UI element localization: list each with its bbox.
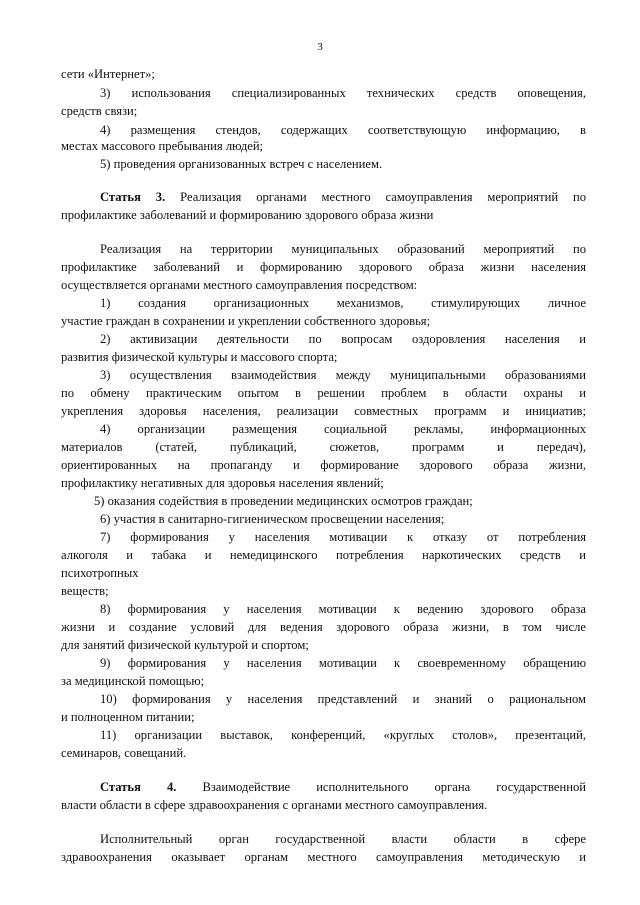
article-4-label: Статья 4. <box>100 780 177 794</box>
text-line: власти области в сфере здравоохранения с органами местного самоуправления. <box>61 798 488 812</box>
text-line: 3) использования специализированных технических средств оповещения, <box>100 86 586 100</box>
text-line: для занятий физической культурой и спортом; <box>61 638 309 652</box>
text-line: 8) формирования у населения мотивации к ведению здорового образа <box>100 602 586 616</box>
text-line: 11) организации выставок, конференций, «круглых столов», презентаций, <box>100 728 586 742</box>
text-line: развития физической культуры и массового спорта; <box>61 350 338 364</box>
text-line: профилактике заболеваний и формированию здорового образа жизни <box>61 208 434 222</box>
text-line: 2) активизации деятельности по вопросам оздоровления населения и <box>100 332 586 346</box>
text-line: участие граждан в сохранении и укреплении собственного здоровья; <box>61 314 431 328</box>
text-line: 9) формирования у населения мотивации к своевременному обращению <box>100 656 586 670</box>
article-3-heading <box>100 190 586 206</box>
text-line: средств связи; <box>61 104 138 118</box>
text-line: профилактику негативных для здоровья населения явлений; <box>61 476 384 490</box>
text-line: сети «Интернет»; <box>61 67 155 81</box>
text-line: психотропных <box>61 566 139 580</box>
text-line: осуществляется органами местного самоуправления посредством: <box>61 278 418 292</box>
text-line: 5) оказания содействия в проведении медицинских осмотров граждан; <box>94 494 473 508</box>
text-line: семинаров, совещаний. <box>61 746 187 760</box>
text-line: и полноценном питании; <box>61 710 195 724</box>
text-line: 7) формирования у населения мотивации к отказу от потребления <box>100 530 586 544</box>
text-line: 6) участия в санитарно-гигиеническом просвещении населения; <box>100 512 445 526</box>
article-3-title: Реализация органами местного самоуправления мероприятий по <box>180 190 587 204</box>
text-line: Исполнительный орган государственной власти области в сфере <box>100 832 586 846</box>
text-line: ориентированных на пропаганду и формирование здорового образа жизни, <box>61 458 586 472</box>
text-line: за медицинской помощью; <box>61 674 205 688</box>
text-line: укрепления здоровья населения, реализации совместных программ и инициатив; <box>61 404 586 418</box>
page-number: 3 <box>317 41 323 53</box>
text-line: веществ; <box>61 584 109 598</box>
text-line: Реализация на территории муниципальных образований мероприятий по <box>100 242 586 256</box>
article-4-heading <box>100 780 586 796</box>
text-line: 3) осуществления взаимодействия между муниципальными образованиями <box>100 368 586 382</box>
text-line: здравоохранения оказывает органам местного самоуправления методическую и <box>61 850 586 864</box>
text-line: местах массового пребывания людей; <box>61 139 264 153</box>
text-line: 4) размещения стендов, содержащих соответствующую информацию, в <box>100 123 586 137</box>
text-line: профилактике заболеваний и формированию здорового образа жизни населения <box>61 260 586 274</box>
text-line: алкоголя и табака и немедицинского потребления наркотических средств и <box>61 548 586 562</box>
text-line: 1) создания организационных механизмов, стимулирующих личное <box>100 296 586 310</box>
text-line: 5) проведения организованных встреч с населением. <box>100 157 383 171</box>
text-line: жизни и создание условий для ведения здорового образа жизни, в том числе <box>61 620 586 634</box>
article-4-title: Взаимодействие исполнительного органа государственной <box>202 780 586 794</box>
text-line: 4) организации размещения социальной рекламы, информационных <box>100 422 586 436</box>
text-line: по обмену практическим опытом в решении проблем в области охраны и <box>61 386 586 400</box>
text-line: 10) формирования у населения представлений и знаний о рациональном <box>100 692 586 706</box>
text-line: материалов (статей, публикаций, сюжетов, программ и передач), <box>61 440 586 454</box>
article-3-label: Статья 3. <box>100 190 166 204</box>
